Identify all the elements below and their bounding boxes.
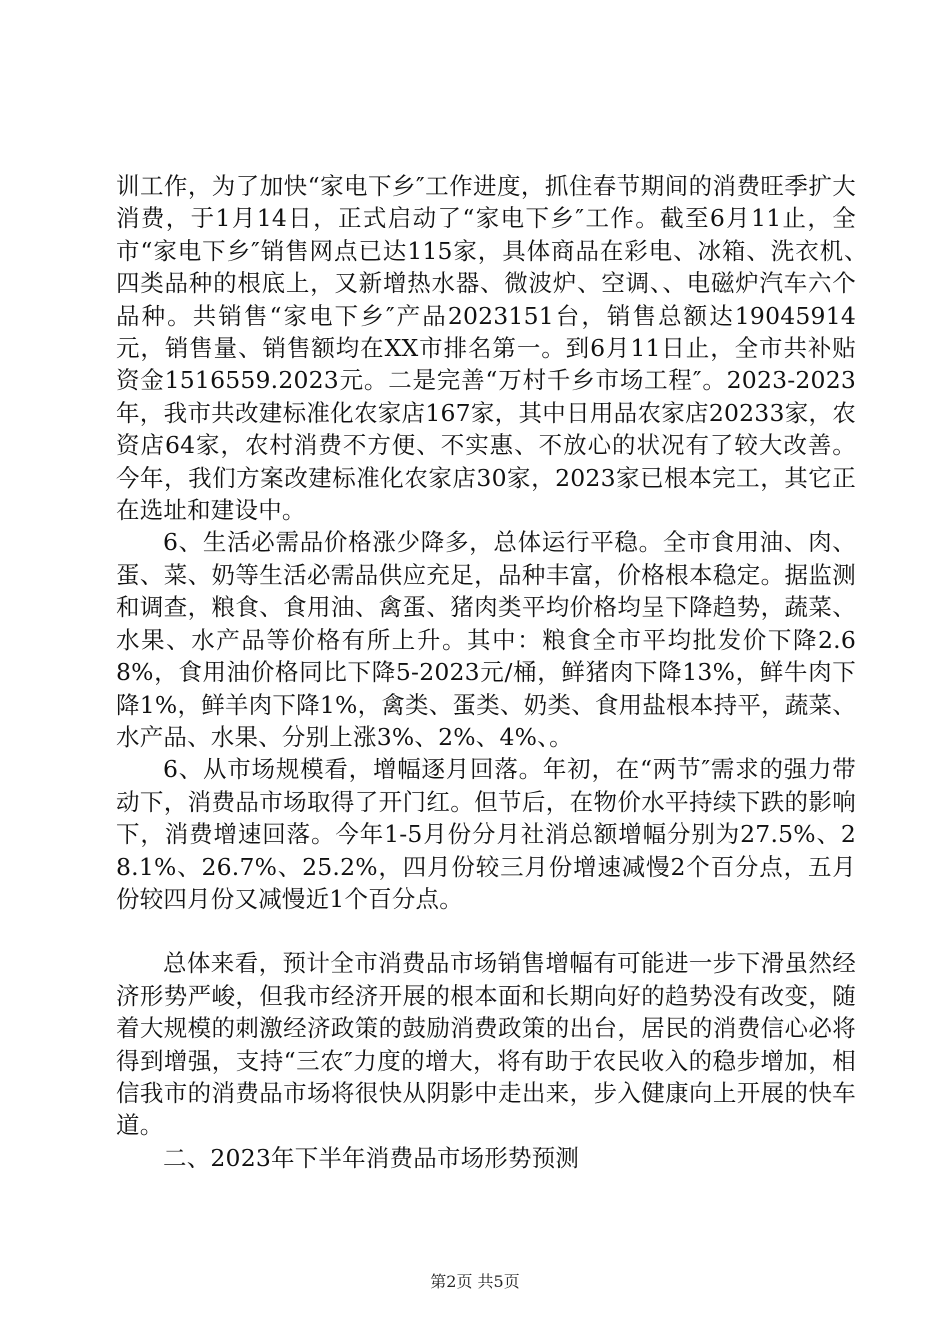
page-number: 第2页 共5页 — [430, 1272, 520, 1291]
paragraph-overall-outlook: 总体来看，预计全市消费品市场销售增幅有可能进一步下滑虽然经济形势严峻，但我市经济开展的根本面和长期向好的趋势没有改变，随着大规模的刺激经济政策的鼓励消费政策的出台，居民的消费信心必将得到增强，支持“三农″力度的增大，将有助于农民收入的稳步增加，相信我市的消费品市场将很快从阴影中走出来，步入健康向上开展的快车道。 — [116, 949, 856, 1140]
paragraph-market-scale: 6、从市场规模看，增幅逐月回落。年初，在“两节″需求的强力带动下，消费品市场取得了开门红。但节后，在物价水平持续下跌的影响下，消费增速回落。今年1-5月份分月社消总额增幅分别为27.5%、28.1%、26.7%、25.2%，四月份较三月份增速减慢2个百分点，五月份较四月份又减慢近1个百分点。 — [116, 755, 856, 913]
paragraph-necessities-prices: 6、生活必需品价格涨少降多，总体运行平稳。全市食用油、肉、蛋、菜、奶等生活必需品供应充足，品种丰富，价格根本稳定。据监测和调查，粮食、食用油、禽蛋、猪肉类平均价格均呈下降趋势，蔬菜、水果、水产品等价格有所上升。其中：粮食全市平均批发价下降2.68%，食用油价格同比下降5-2023元/桶，鲜猪肉下降13%，鲜牛肉下降1%，鲜羊肉下降1%，禽类、蛋类、奶类、食用盐根本持平，蔬菜、水产品、水果、分别上涨3%、2%、4%、。 — [116, 528, 856, 751]
paragraph-home-appliances: 训工作，为了加快“家电下乡″工作进度，抓住春节期间的消费旺季扩大消费，于1月14日，正式启动了“家电下乡″工作。截至6月11止，全市“家电下乡″销售网点已达115家，具体商品在彩电、冰箱、洗衣机、 四类品种的根底上，又新增热水器、微波炉、空调、、电磁炉汽车六个品种。共销售“家电下乡″产品2023151台，销售总额达19045914元，销售量、销售额均在XX市排名第一。到6月11日止，全市共补贴资金1516559.2023元。二是完善“万村千乡市场工程″。2023-2023年，我市共改建标准化农家店167家，其中日用品农家店20233家，农资店64家，农村消费不方便、不实惠、不放心的状况有了较大改善。今年，我们方案改建标准化农家店30家，2023家已根本完工，其它正在选址和建设中。 — [116, 172, 880, 525]
paragraph-spacer — [116, 915, 856, 947]
section-heading-forecast: 二、2023年下半年消费品市场形势预测 — [163, 1143, 580, 1172]
document-body — [116, 170, 880, 1174]
